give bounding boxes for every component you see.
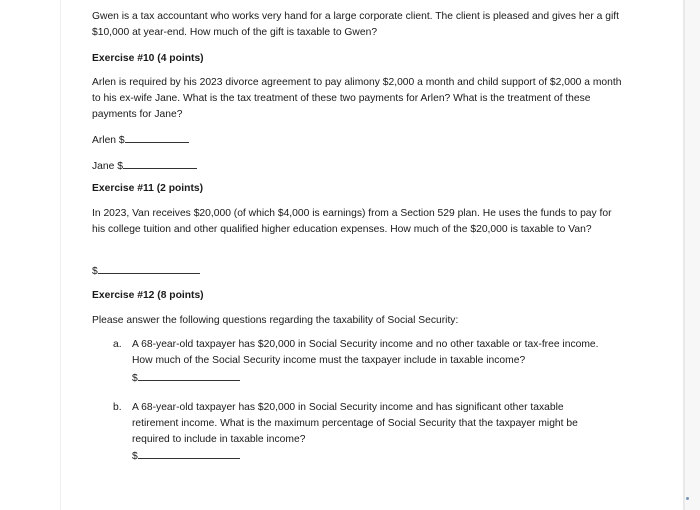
exercise-10-body: Arlen is required by his 2023 divorce agreement to pay alimony $2,000 a month and child support of $2,000 a month to his ex-wife Jane. What is the tax treatment of these two payments for Arlen? What is the treatment of these payments for Jane? — [92, 77, 622, 120]
arlen-answer — [92, 131, 189, 149]
arlen-label: Arlen $ — [92, 135, 125, 146]
jane-answer — [92, 157, 197, 175]
page-edge-shadow — [685, 0, 700, 510]
item-a-answer-blank[interactable] — [138, 369, 240, 381]
item-a-text: A 68-year-old taxpayer has $20,000 in Social Security income and no other taxable or tax-free income. How much of the Social Security income must the taxpayer include in taxable income? — [132, 339, 599, 366]
item-a-dollar: $ — [132, 373, 138, 384]
page-corner-mark — [686, 497, 689, 500]
exercise-11-answer-blank[interactable] — [98, 262, 200, 274]
item-a-answer — [132, 369, 612, 387]
item-b-answer — [132, 447, 612, 465]
exercise-11-dollar: $ — [92, 266, 98, 277]
item-b-dollar: $ — [132, 451, 138, 462]
exercise-11-body: In 2023, Van receives $20,000 (of which $4,000 is earnings) from a Section 529 plan. He uses the funds to pay for his college tuition and other qualified higher education expenses. How much of the $20,000 is taxable to Van? — [92, 208, 612, 235]
jane-label: Jane $ — [92, 161, 123, 172]
item-b-letter: b. — [113, 402, 122, 413]
arlen-answer-blank[interactable] — [125, 131, 189, 143]
item-b-answer-blank[interactable] — [138, 447, 240, 459]
item-b-text: A 68-year-old taxpayer has $20,000 in Social Security income and has significant other taxable retirement income. What is the maximum percentage of Social Security that the taxpayer might be required to include in taxable income? — [132, 402, 578, 445]
item-a-letter: a. — [113, 339, 122, 350]
exercise-10-heading: Exercise #10 (4 points) — [92, 53, 204, 64]
exercise-11-answer — [92, 262, 200, 280]
intro-paragraph: Gwen is a tax accountant who works very hand for a large corporate client. The client is pleased and gives her a gift $10,000 at year-end. How much of the gift is taxable to Gwen? — [92, 11, 619, 38]
page-margin-line — [60, 0, 61, 510]
jane-answer-blank[interactable] — [123, 157, 197, 169]
exercise-12-heading: Exercise #12 (8 points) — [92, 290, 204, 301]
exercise-12-intro: Please answer the following questions regarding the taxability of Social Security: — [92, 315, 459, 326]
exercise-11-heading: Exercise #11 (2 points) — [92, 183, 204, 194]
